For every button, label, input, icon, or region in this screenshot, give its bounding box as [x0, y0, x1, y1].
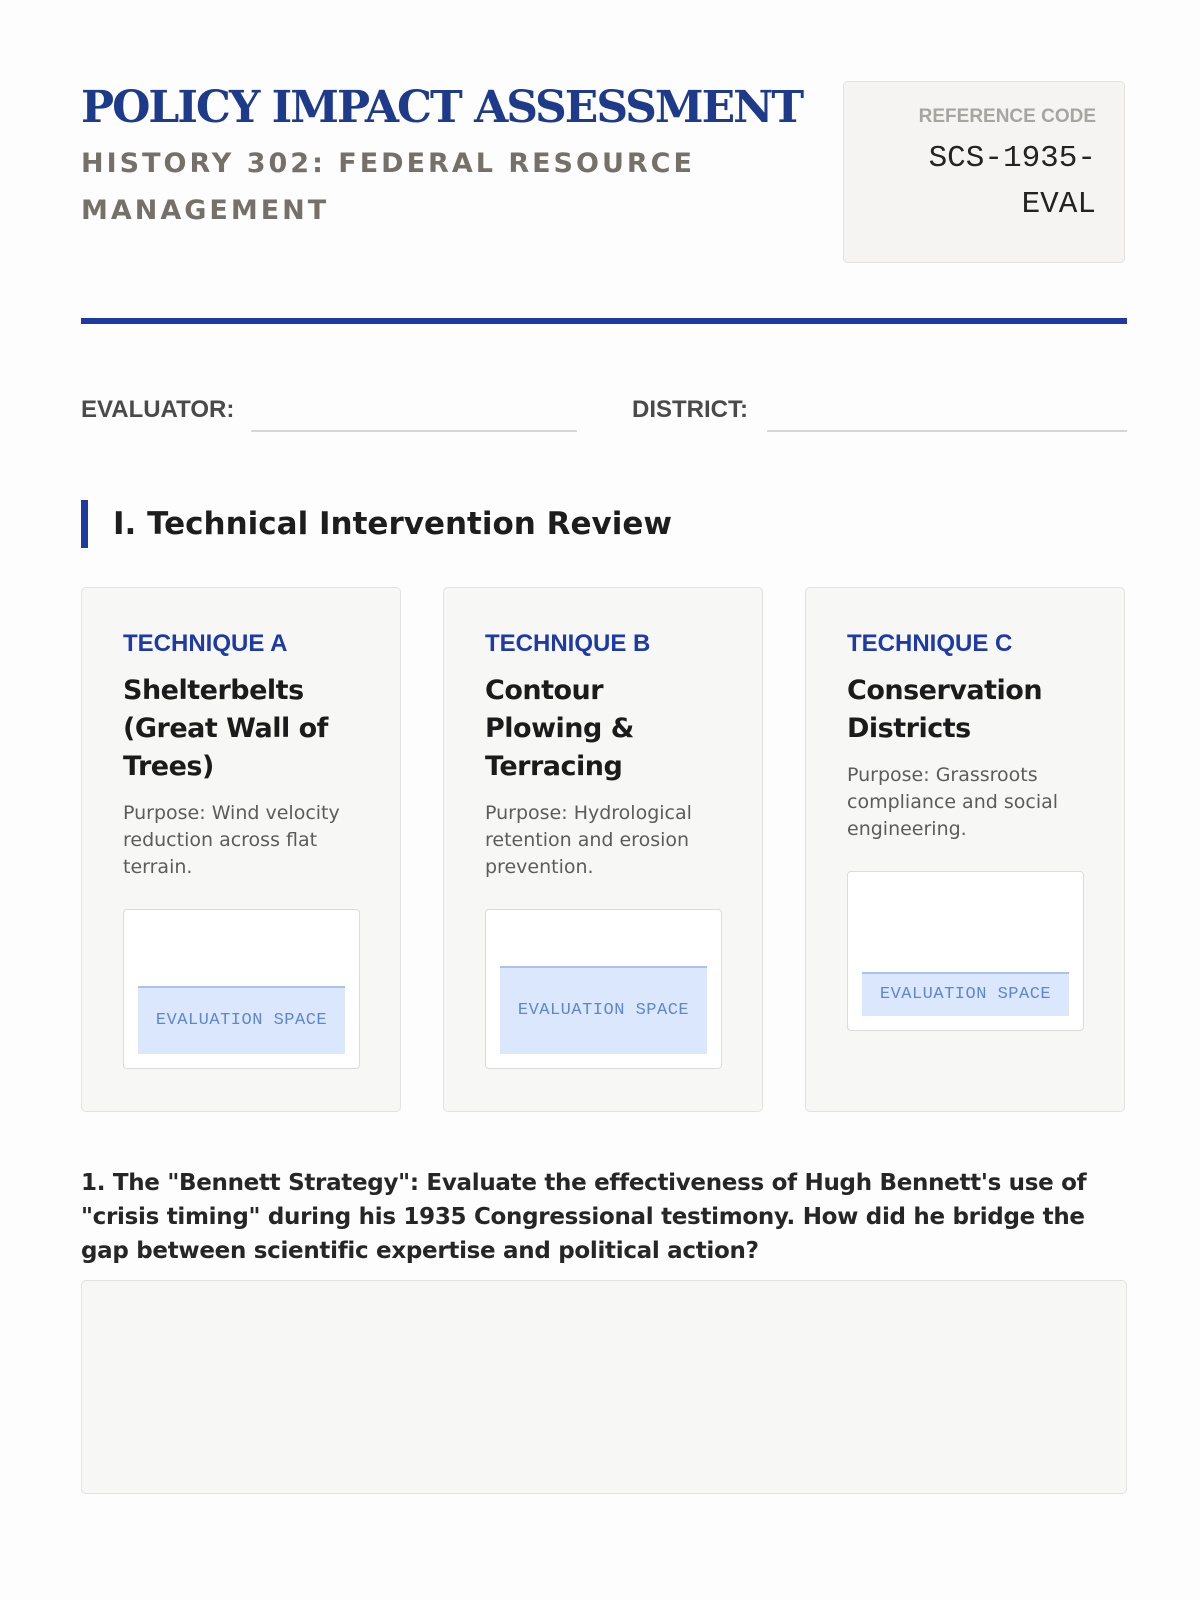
page-title: POLICY IMPACT ASSESSMENT — [81, 82, 803, 133]
technique-card-b — [443, 587, 763, 1112]
worksheet-page — [81, 0, 1127, 1264]
course-subtitle: HISTORY 302: FEDERAL RESOURCE MANAGEMENT — [81, 148, 695, 226]
district-field[interactable] — [767, 430, 1127, 432]
header-divider — [81, 318, 1127, 324]
section-heading: I. Technical Intervention Review — [81, 500, 672, 548]
technique-purpose: Purpose: Hydrological retention and erosion prevention. — [485, 802, 692, 878]
technique-card-c — [805, 587, 1125, 1112]
technique-title: Shelterbelts (Great Wall of Trees) — [123, 675, 328, 782]
evaluation-space[interactable]: EVALUATION SPACE — [862, 972, 1069, 1016]
technique-tag: TECHNIQUE A — [123, 630, 288, 657]
technique-title: Conservation Districts — [847, 675, 1043, 744]
evaluator-label: EVALUATOR: — [81, 396, 235, 423]
evaluation-box[interactable] — [123, 909, 360, 1069]
question-prompt: 1. The "Bennett Strategy": Evaluate the effectiveness of Hugh Bennett's use of "crisis timing" during his 1935 Congressional testimony. How did he bridge the gap between scientific expertise and political action? — [81, 1170, 1087, 1264]
district-label: DISTRICT: — [632, 396, 748, 423]
technique-tag: TECHNIQUE C — [847, 630, 1013, 657]
reference-label: REFERENCE CODE — [918, 106, 1096, 127]
evaluation-box[interactable] — [847, 871, 1084, 1031]
header — [81, 0, 1127, 330]
reference-box — [843, 81, 1125, 263]
reference-code: SCS-1935-EVAL — [928, 141, 1096, 222]
evaluation-box[interactable] — [485, 909, 722, 1069]
technique-card-a — [81, 587, 401, 1112]
info-fields — [81, 392, 1127, 432]
answer-box[interactable] — [81, 1280, 1127, 1494]
technique-title: Contour Plowing & Terracing — [485, 675, 634, 782]
technique-purpose: Purpose: Grassroots compliance and social engineering. — [847, 764, 1059, 840]
evaluator-field[interactable] — [251, 430, 577, 432]
evaluation-space[interactable]: EVALUATION SPACE — [500, 966, 707, 1054]
evaluation-space[interactable]: EVALUATION SPACE — [138, 986, 345, 1054]
technique-tag: TECHNIQUE B — [485, 630, 651, 657]
technique-purpose: Purpose: Wind velocity reduction across flat terrain. — [123, 802, 340, 878]
